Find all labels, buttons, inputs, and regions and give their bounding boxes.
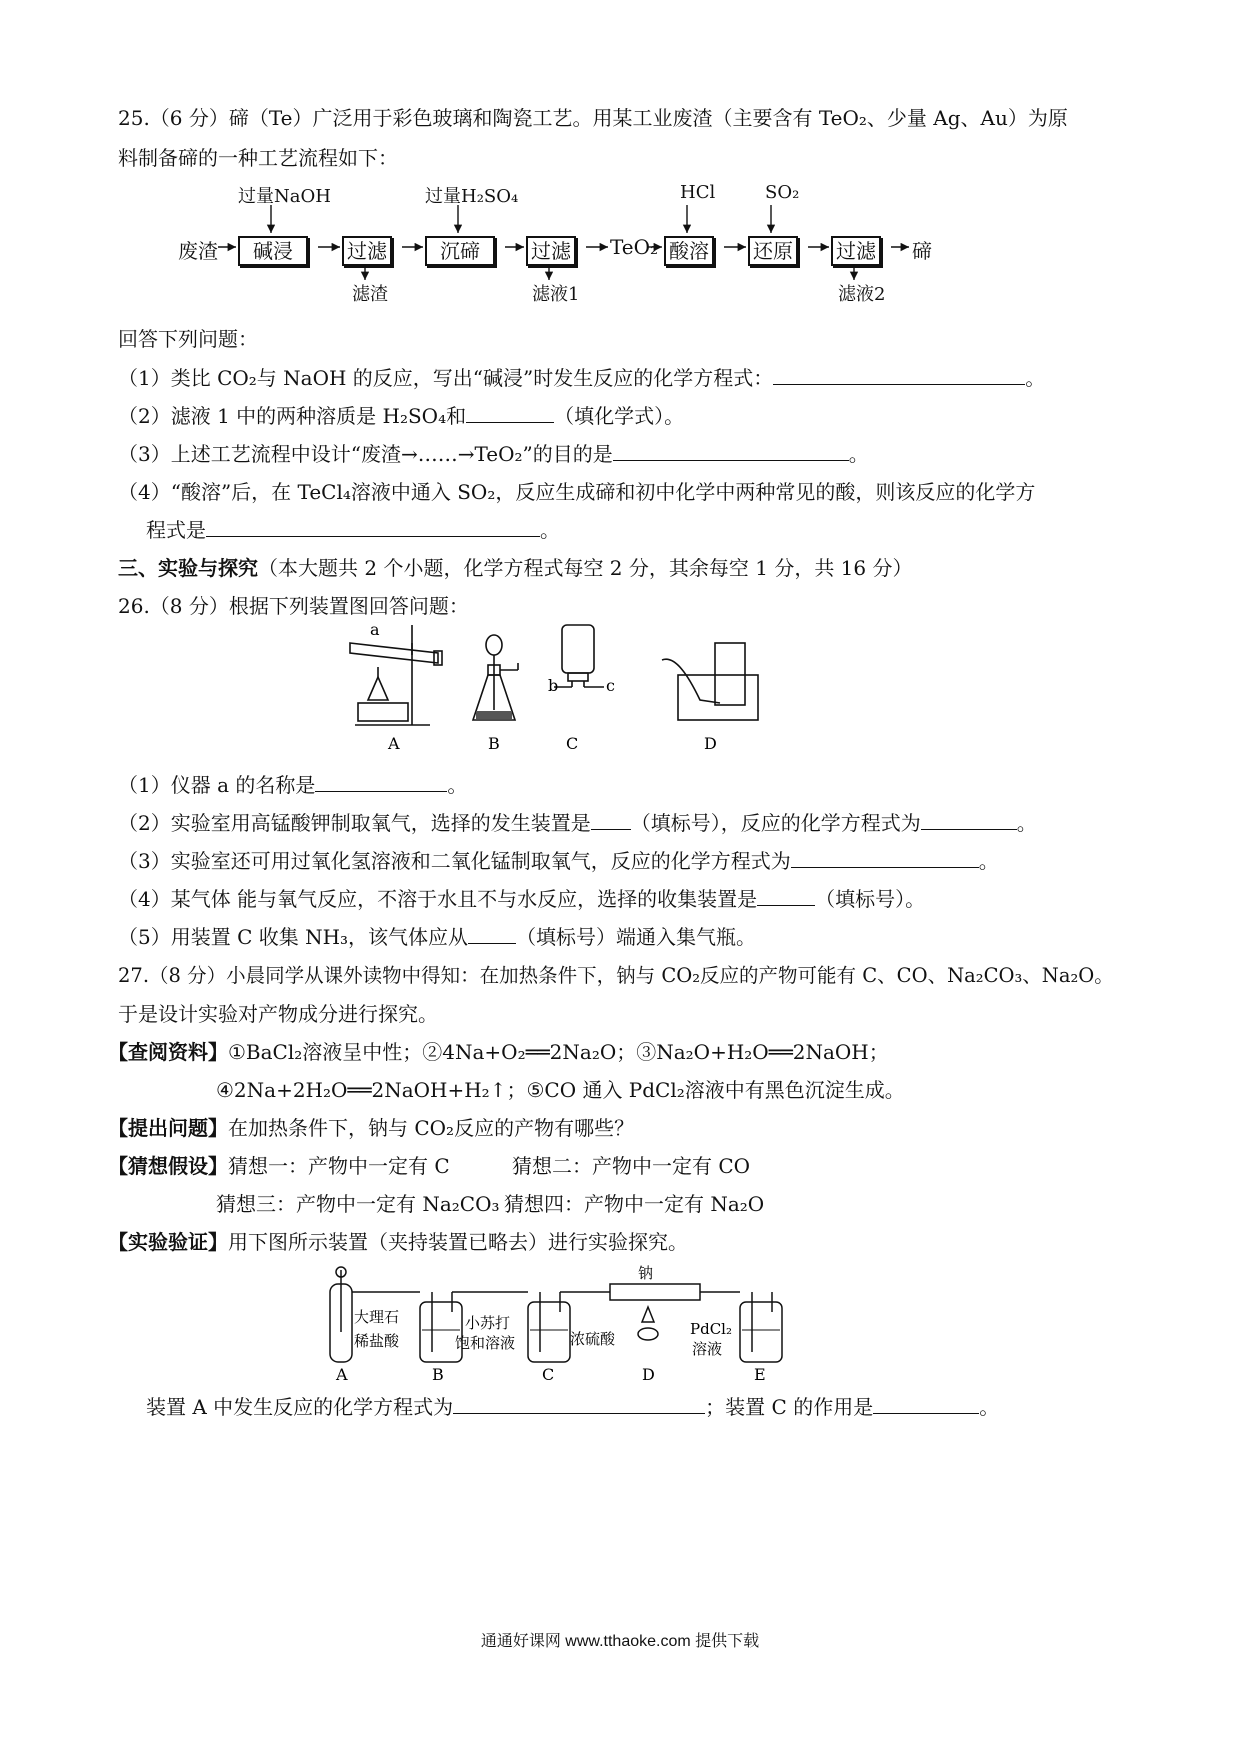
step-filter-3: 过滤 xyxy=(831,236,881,266)
q26-p3: （3）实验室还可用过氧化氢溶液和二氧化锰制取氧气，反应的化学方程式为 。 xyxy=(118,849,999,873)
q27-verify: 【实验验证】用下图所示装置（夹持装置已略去）进行实验探究。 xyxy=(108,1230,688,1254)
output-filtrate2: 滤液2 xyxy=(838,284,886,305)
step-filter-1: 过滤 xyxy=(342,236,392,266)
output-filtrate1: 滤液1 xyxy=(532,284,580,305)
fig-label-B: B xyxy=(488,734,500,753)
step-reduce: 还原 xyxy=(748,236,798,266)
q26-p2: （2）实验室用高锰酸钾制取氧气，选择的发生装置是 （填标号），反应的化学方程式为 。 xyxy=(118,811,1037,835)
label-acid: 稀盐酸 xyxy=(354,1332,400,1350)
q27-line2: 于是设计实验对产物成分进行探究。 xyxy=(118,1002,438,1026)
q27-ref: 【查阅资料】①BaCl₂溶液呈中性；②4Na+O₂══2Na₂O；③Na₂O+H₂O══2NaOH； xyxy=(108,1040,889,1064)
reagent-naoh: 过量NaOH xyxy=(238,186,331,207)
page-footer: 通通好课网 www.tthaoke.com 提供下载 xyxy=(480,1633,760,1650)
label-soda2: 饱和溶液 xyxy=(455,1334,516,1352)
flow-end: 碲 xyxy=(912,239,932,263)
output-residue: 滤渣 xyxy=(352,284,388,305)
section3-heading: 三、实验与探究（本大题共 2 个小题，化学方程式每空 2 分，其余每空 1 分，共 16 分） xyxy=(118,556,913,580)
step-alkali-leach: 碱浸 xyxy=(238,236,308,266)
flow-start: 废渣 xyxy=(178,239,218,263)
label-soda1: 小苏打 xyxy=(465,1314,511,1332)
flow-arrows xyxy=(0,0,1240,320)
answer-blank[interactable] xyxy=(613,440,849,461)
q27-hypo2: 猜想二：产物中一定有 CO xyxy=(512,1154,751,1178)
q25-answer-intro: 回答下列问题： xyxy=(118,327,258,351)
q26-p1: （1）仪器 a 的名称是 。 xyxy=(118,773,468,797)
answer-blank[interactable] xyxy=(921,809,1017,830)
q25-p1: （1）类比 CO₂与 NaOH 的反应，写出“碱浸”时发生反应的化学方程式： 。 xyxy=(118,366,1046,390)
q26-title: 26.（8 分）根据下列装置图回答问题： xyxy=(118,594,469,618)
label-a: a xyxy=(370,620,380,639)
label-pd1: PdCl₂ xyxy=(690,1320,732,1338)
reagent-h2so4: 过量H₂SO₄ xyxy=(425,186,519,207)
step-precipitate: 沉碲 xyxy=(425,236,495,266)
fig27-label-D: D xyxy=(642,1365,655,1384)
q27-hypo-row1: 【猜想假设】猜想一：产物中一定有 C xyxy=(108,1154,450,1178)
fig27-label-B: B xyxy=(432,1365,444,1384)
apparatus-figure-27 xyxy=(320,1262,790,1387)
answer-blank[interactable] xyxy=(591,809,631,830)
answer-blank[interactable] xyxy=(453,1393,705,1414)
q25-line1: 25.（6 分）碲（Te）广泛用于彩色玻璃和陶瓷工艺。用某工业废渣（主要含有 TeO₂、少量 Ag、Au）为原 xyxy=(118,106,1068,130)
answer-blank[interactable] xyxy=(468,923,516,944)
q27-last: 装置 A 中发生反应的化学方程式为 ；装置 C 的作用是 。 xyxy=(146,1395,1000,1419)
label-b: b xyxy=(548,676,559,695)
answer-blank[interactable] xyxy=(206,516,540,537)
step-acid-dissolve: 酸溶 xyxy=(664,236,714,266)
answer-blank[interactable] xyxy=(757,885,815,906)
q25-p4a: （4）“酸溶”后，在 TeCl₄溶液中通入 SO₂，反应生成碲和初中化学中两种常见的酸，则该反应的化学方 xyxy=(118,480,1036,504)
label-na: 钠 xyxy=(638,1264,654,1282)
reagent-so2: SO₂ xyxy=(765,182,800,203)
answer-blank[interactable] xyxy=(773,364,1025,385)
label-marble: 大理石 xyxy=(354,1308,400,1326)
fig27-label-E: E xyxy=(754,1365,766,1384)
label-h2so4: 浓硫酸 xyxy=(570,1330,616,1348)
q25-p4b: 程式是 。 xyxy=(146,518,560,542)
q27-question: 【提出问题】在加热条件下，钠与 CO₂反应的产物有哪些？ xyxy=(108,1116,635,1140)
step-filter-2: 过滤 xyxy=(526,236,576,266)
q25-p2: （2）滤液 1 中的两种溶质是 H₂SO₄和 （填化学式）。 xyxy=(118,404,685,428)
answer-blank[interactable] xyxy=(315,771,447,792)
answer-blank[interactable] xyxy=(466,402,554,423)
answer-blank[interactable] xyxy=(791,847,979,868)
q25-line2: 料制备碲的一种工艺流程如下： xyxy=(118,146,398,170)
q25-p3: （3）上述工艺流程中设计“废渣→……→TeO₂”的目的是 。 xyxy=(118,442,869,466)
apparatus-figure-26 xyxy=(340,615,800,765)
fig-label-D: D xyxy=(704,734,717,753)
q27-hypo4: 猜想四：产物中一定有 Na₂O xyxy=(504,1192,765,1216)
fig-label-C: C xyxy=(566,734,579,753)
q26-p4: （4）某气体 能与氧气反应，不溶于水且不与水反应，选择的收集装置是 （填标号）。 xyxy=(118,887,926,911)
label-c: c xyxy=(606,676,615,695)
reagent-hcl: HCl xyxy=(680,182,716,203)
q27-hypo3: 猜想三：产物中一定有 Na₂CO₃ xyxy=(216,1192,500,1216)
flow-teo2: TeO₂ xyxy=(610,235,659,259)
label-pd2: 溶液 xyxy=(692,1340,723,1358)
fig27-label-C: C xyxy=(542,1365,555,1384)
q26-p5: （5）用装置 C 收集 NH₃，该气体应从 （填标号）端通入集气瓶。 xyxy=(118,925,757,949)
q27-line1: 27.（8 分）小晨同学从课外读物中得知：在加热条件下，钠与 CO₂反应的产物可能有 C、CO、Na₂CO₃、Na₂O。 xyxy=(118,964,1114,987)
fig27-label-A: A xyxy=(336,1365,348,1384)
q27-ref2: ④2Na+2H₂O══2NaOH+H₂↑；⑤CO 通入 PdCl₂溶液中有黑色沉淀生成。 xyxy=(216,1078,905,1102)
answer-blank[interactable] xyxy=(873,1393,979,1414)
fig-label-A: A xyxy=(388,734,400,753)
